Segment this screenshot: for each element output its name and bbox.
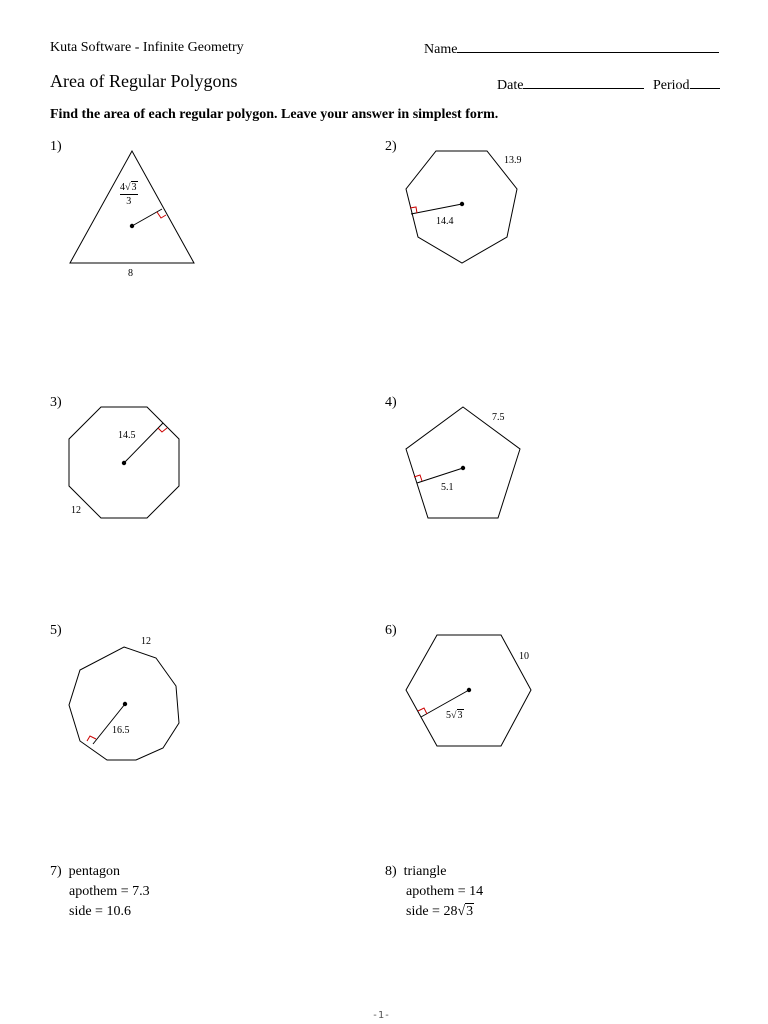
problem-number-5: 5) xyxy=(50,623,62,638)
figure-1-apothem-label: 4√3 3 xyxy=(120,182,137,207)
problem-8-shape: triangle xyxy=(403,864,447,879)
problem-7-shape: pentagon xyxy=(68,864,120,879)
worksheet-title: Area of Regular Polygons xyxy=(50,71,238,91)
problem-number-1: 1) xyxy=(50,139,62,154)
period-label: Period xyxy=(653,78,690,93)
publisher-line: Kuta Software - Infinite Geometry xyxy=(50,40,244,55)
problem-8 xyxy=(385,862,483,922)
date-label: Date xyxy=(497,78,524,93)
figure-1-side-label: 8 xyxy=(128,268,133,279)
problem-8-side: side = 28√3 xyxy=(406,904,474,919)
problem-7-side: side = 10.6 xyxy=(69,904,131,919)
figure-6-apothem-label: 5√3 xyxy=(446,710,463,721)
problem-number-6: 6) xyxy=(385,623,397,638)
figure-2-side-label: 13.9 xyxy=(504,155,522,166)
name-label: Name xyxy=(424,42,458,57)
problem-number-8: 8) xyxy=(385,864,397,879)
figure-3-apothem-label: 14.5 xyxy=(118,430,136,441)
figure-5-apothem-label: 16.5 xyxy=(112,725,130,736)
figure-6-side-label: 10 xyxy=(519,651,529,662)
problem-number-7: 7) xyxy=(50,864,62,879)
problem-number-2: 2) xyxy=(385,139,397,154)
figure-4-apothem-label: 5.1 xyxy=(441,482,454,493)
figure-4-side-label: 7.5 xyxy=(492,412,505,423)
instructions: Find the area of each regular polygon. Leave your answer in simplest form. xyxy=(50,107,499,122)
figure-2-apothem-label: 14.4 xyxy=(436,216,454,227)
problem-7-apothem: apothem = 7.3 xyxy=(69,884,150,899)
figure-5-side-label: 12 xyxy=(141,636,151,647)
problem-7 xyxy=(50,862,150,922)
page-number: -1- xyxy=(372,1010,391,1021)
problem-number-3: 3) xyxy=(50,395,62,410)
problem-number-4: 4) xyxy=(385,395,397,410)
figure-3-side-label: 12 xyxy=(71,505,81,516)
problem-8-apothem: apothem = 14 xyxy=(406,884,484,899)
